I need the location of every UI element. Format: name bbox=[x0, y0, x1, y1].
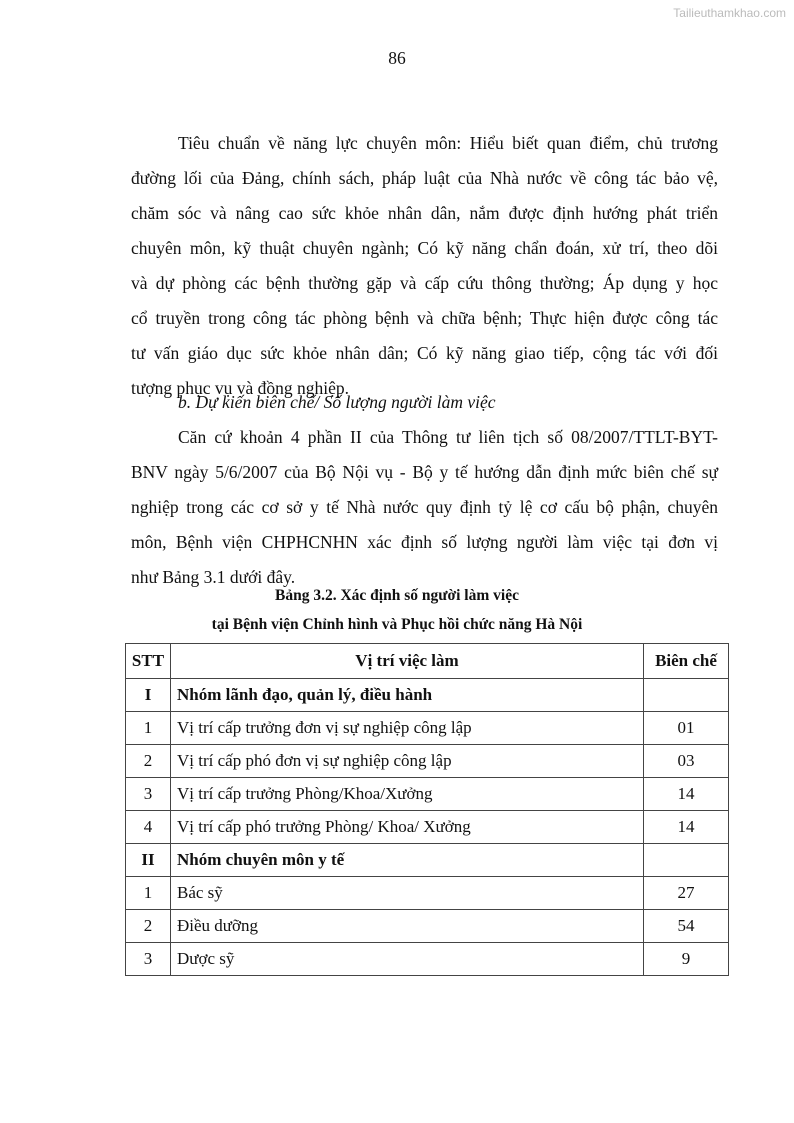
text-line: chăm sóc và nâng cao sức khỏe nhân dân, nắm được định hướng phát triển bbox=[131, 203, 718, 223]
row-position: Dược sỹ bbox=[171, 943, 644, 976]
table-row bbox=[126, 943, 729, 976]
header-stt: STT bbox=[126, 644, 171, 679]
row-position: Bác sỹ bbox=[171, 877, 644, 910]
row-stt: 2 bbox=[126, 910, 171, 943]
text-line: nghiệp trong các cơ sở y tế Nhà nước quy định tỷ lệ cơ cấu bộ phận, chuyên bbox=[131, 497, 718, 517]
text-line: Căn cứ khoản 4 phần II của Thông tư liên tịch số 08/2007/TTLT-BYT- bbox=[178, 427, 718, 447]
text-line: BNV ngày 5/6/2007 của Bộ Nội vụ - Bộ y tế hướng dẫn định mức biên chế sự bbox=[131, 462, 718, 482]
row-stt: II bbox=[126, 844, 171, 877]
row-position: Vị trí cấp phó trưởng Phòng/ Khoa/ Xưởng bbox=[171, 811, 644, 844]
table-group-row bbox=[126, 844, 729, 877]
text-line: Tiêu chuẩn về năng lực chuyên môn: Hiểu biết quan điểm, chủ trương bbox=[178, 133, 718, 153]
table-row bbox=[126, 778, 729, 811]
table-row bbox=[126, 745, 729, 778]
table-group-row bbox=[126, 679, 729, 712]
watermark: Tailieuthamkhao.com bbox=[673, 6, 786, 20]
row-position: Vị trí cấp trưởng Phòng/Khoa/Xưởng bbox=[171, 778, 644, 811]
row-position: Vị trí cấp trưởng đơn vị sự nghiệp công lập bbox=[171, 712, 644, 745]
row-quota: 03 bbox=[644, 745, 729, 778]
row-stt: 3 bbox=[126, 943, 171, 976]
table-header-row bbox=[126, 644, 729, 679]
section-heading-b: b. Dự kiến biên chế/ Số lượng người làm việc bbox=[178, 392, 496, 412]
row-quota: 54 bbox=[644, 910, 729, 943]
table-caption-line-2: tại Bệnh viện Chỉnh hình và Phục hồi chức năng Hà Nội bbox=[211, 616, 583, 633]
row-quota bbox=[644, 844, 729, 877]
row-position: Điều dưỡng bbox=[171, 910, 644, 943]
text-line: tượng phục vụ và đồng nghiệp. bbox=[131, 378, 350, 398]
row-quota: 01 bbox=[644, 712, 729, 745]
staffing-table bbox=[125, 643, 729, 976]
text-line: như Bảng 3.1 dưới đây. bbox=[131, 567, 296, 587]
table-caption-line-1: Bảng 3.2. Xác định số người làm việc bbox=[275, 587, 519, 604]
row-quota: 14 bbox=[644, 811, 729, 844]
header-position: Vị trí việc làm bbox=[171, 644, 644, 679]
text-line: đường lối của Đảng, chính sách, pháp luật của Nhà nước về công tác bảo vệ, bbox=[131, 168, 718, 188]
row-stt: 1 bbox=[126, 877, 171, 910]
text-line: cổ truyền trong công tác phòng bệnh và chữa bệnh; Thực hiện được công tác bbox=[131, 308, 718, 328]
text-line: và dự phòng các bệnh thường gặp và cấp cứu thông thường; Áp dụng y học bbox=[131, 273, 718, 293]
text-line: tư vấn giáo dục sức khỏe nhân dân; Có kỹ năng giao tiếp, cộng tác với đối bbox=[131, 343, 718, 363]
row-quota: 14 bbox=[644, 778, 729, 811]
row-quota bbox=[644, 679, 729, 712]
row-position: Vị trí cấp phó đơn vị sự nghiệp công lập bbox=[171, 745, 644, 778]
page-number: 86 bbox=[388, 48, 406, 68]
table-row bbox=[126, 877, 729, 910]
row-stt: 3 bbox=[126, 778, 171, 811]
table-row bbox=[126, 910, 729, 943]
row-quota: 9 bbox=[644, 943, 729, 976]
row-stt: I bbox=[126, 679, 171, 712]
row-stt: 2 bbox=[126, 745, 171, 778]
header-quota: Biên chế bbox=[644, 644, 729, 679]
row-position: Nhóm chuyên môn y tế bbox=[171, 844, 644, 877]
row-quota: 27 bbox=[644, 877, 729, 910]
text-line: chuyên môn, kỹ thuật chuyên ngành; Có kỹ năng chẩn đoán, xử trí, theo dõi bbox=[131, 238, 718, 258]
table-row bbox=[126, 712, 729, 745]
row-stt: 1 bbox=[126, 712, 171, 745]
table-row bbox=[126, 811, 729, 844]
row-position: Nhóm lãnh đạo, quản lý, điều hành bbox=[171, 679, 644, 712]
text-line: môn, Bệnh viện CHPHCNHN xác định số lượng người làm việc tại đơn vị bbox=[131, 532, 718, 552]
row-stt: 4 bbox=[126, 811, 171, 844]
